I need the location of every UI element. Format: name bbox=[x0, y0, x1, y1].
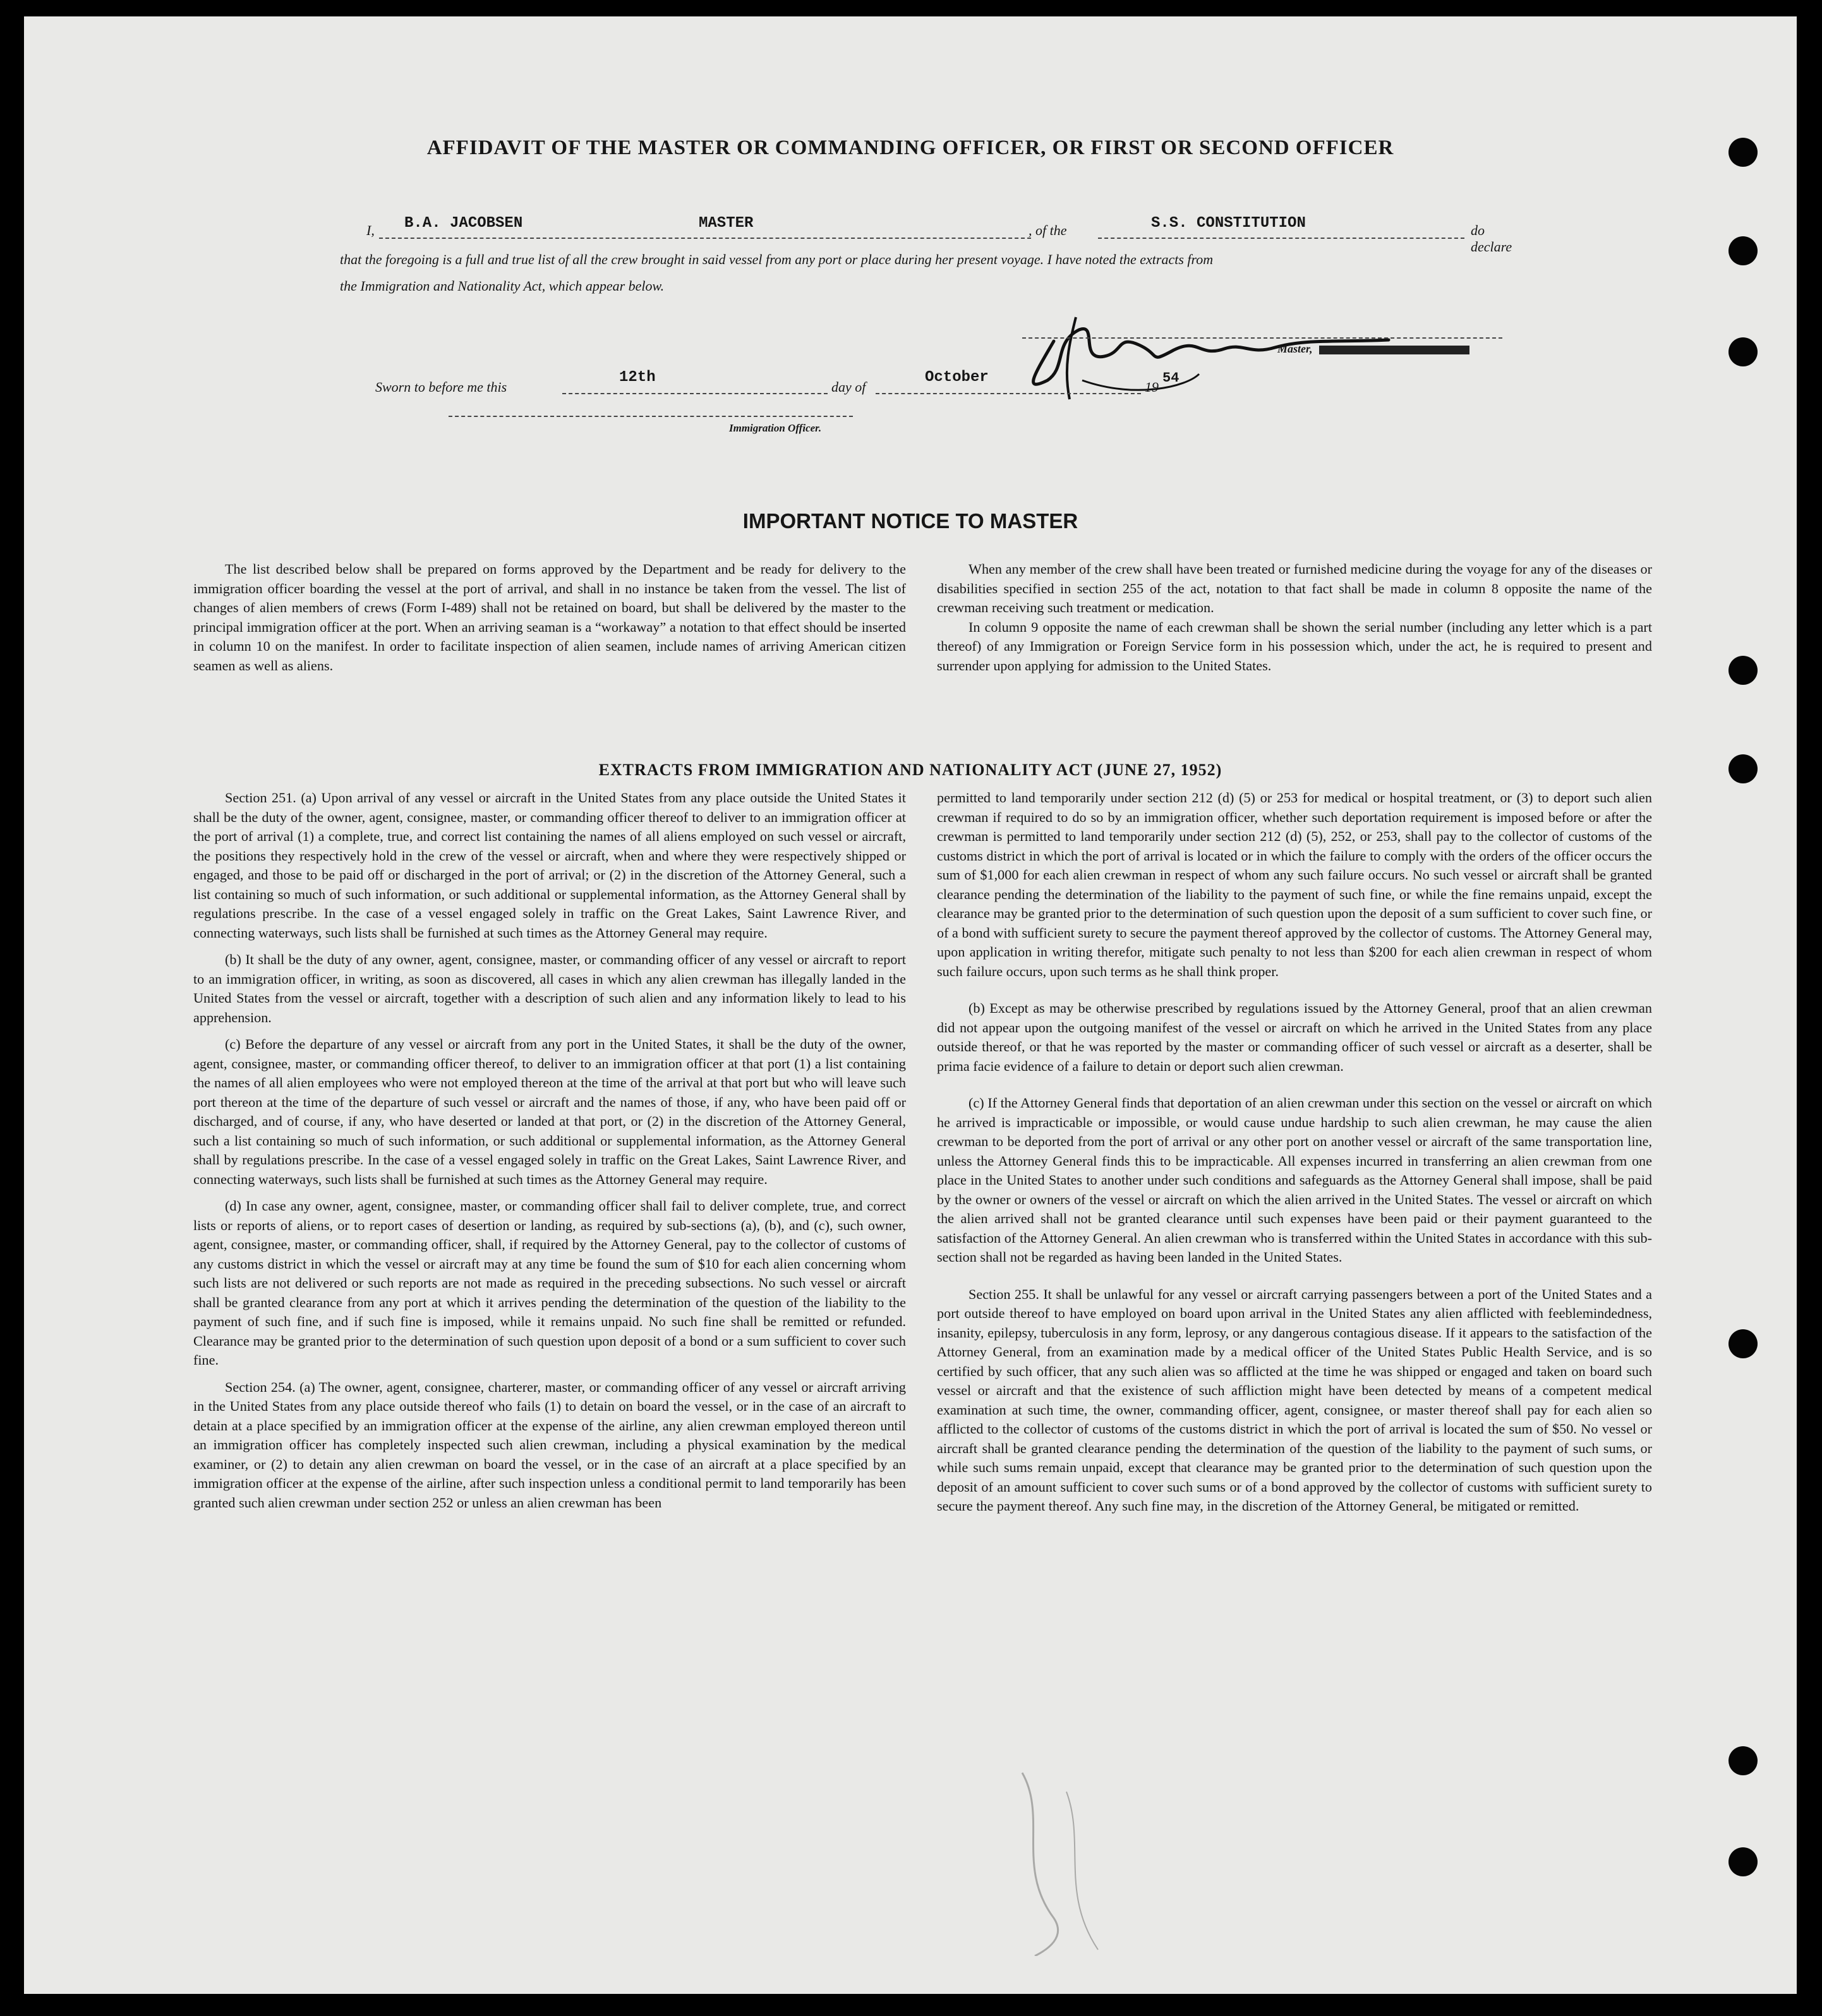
notice-paragraph: When any member of the crew shall have been treated or furnished medicine during the voyage for any of the diseases or disabilities specified in section 255 of the act, notation to that fact shall be made in column 8 opposite the name of the crewman receiving such treatment or medication. bbox=[937, 561, 1652, 615]
declaration-line-2: that the foregoing is a full and true list of all the crew brought in said vessel from any port or place during her present voyage. I have noted the extracts from bbox=[340, 251, 1214, 267]
master-name-field: B.A. JACOBSEN bbox=[404, 215, 523, 232]
declaration-line-1 bbox=[340, 215, 1528, 255]
do-declare-label: do declare bbox=[1471, 222, 1512, 255]
section-254b: (b) Except as may be otherwise prescribed by regulations issued by the Attorney General, proof that an alien crewman did not appear upon the outgoing manifest of the vessel or aircraft on which he arrived in the United States from any place outside thereof, or that he was reported by the master or commanding officer of such vessel or aircraft as a deserter, shall be prima facie evidence of a failure to detain or deport such alien crewman. bbox=[937, 1000, 1652, 1074]
section-254a: Section 254. (a) The owner, agent, consignee, charterer, master, or commanding officer of any vessel or aircraft arriving in the United States from any place outside thereof who fails (1) to detain on board the vessel, or in the case of an aircraft to detain at a place specified by an immigration officer at the expense of the airline, any alien crewman employed thereon until an immigration officer has completely inspected such alien crewman, including a physical examination by the medical examiner, or (2) to detain any alien crewman on board the vessel, or in the case of an aircraft at a place specified by an immigration officer at the expense of the airline, after such inspection unless a conditional permit to land temporarily has been granted such alien crewman under section 252 or unless an alien crewman has been bbox=[193, 1379, 906, 1511]
year-prefix: 19 bbox=[1145, 379, 1159, 395]
section-251d: (d) In case any owner, agent, consignee, master, or commanding officer shall fail to deliver complete, true, and correct lists or reports of aliens, or to report cases of desertion or landing, as required by sub-sections (a), (b), and (c), such owner, agent, consignee, master, or commanding officer, shall, if required by the Attorney General, pay to the collector of customs of any customs district in which the vessel or aircraft may at any time be found the sum of $10 for each alien concerning whom such lists are not delivered or such reports are not made as required in the preceding subsections. No such vessel or aircraft shall be granted clearance from any port at which it arrives pending the determination of the question of the liability to the payment of such fine, and if such fine is imposed, while it remains unpaid. No such fine shall be remitted or refunded. Clearance may be granted prior to the determination of such question upon deposit of a bond or a sum sufficient to cover such fine. bbox=[193, 1198, 906, 1368]
section-254c: (c) If the Attorney General finds that deportation of an alien crewman under this section on the vessel or aircraft on which he arrived is impracticable or impossible, or would cause undue hardship to such alien crewman, he may cause the alien crewman to be deported from the port of arrival or any other port on another vessel or aircraft of the same transportation line, unless the Attorney General finds this to be impracticable. All expenses incurred in transferring an alien crewman from one place in the United States to another under such conditions and safeguards as the Attorney General shall impose, shall be paid by the owner or owners of the vessel or aircraft on which the alien arrived in the United States. The vessel or aircraft on which the alien arrived shall not be granted clearance until such expenses have been paid or their payment guaranteed to the satisfaction of the Attorney General. An alien crewman who is transferred within the United States in accordance with this sub-section shall not be regarded as having been landed in the United States. bbox=[937, 1095, 1652, 1265]
section-254a-cont: permitted to land temporarily under section 212 (d) (5) or 253 for medical or hospital treatment, or (3) to deport such alien crewman if required to do so by an immigration officer, whether such deportation requirement is imposed before or after the crewman is permitted to land temporarily under section 212 (d) (5), 252, or 253, shall pay to the collector of customs of the customs district in which the port of arrival is located or in which the failure to comply with the orders of the officer occurs the sum of $1,000 for each alien crewman in respect of whom any such failure occurs. No such vessel or aircraft shall be granted clearance pending the determination of the liability to the payment of such fine, or while the fine remains unpaid, except the clearance may be granted prior to the determination of such question upon the deposit of a sum sufficient to cover such fine, or of a bond with sufficient surety to secure the payment thereof approved by the collector of customs. The Attorney General may, upon application in writing therefor, mitigate such penalty to not less than $200 for each alien crewman in respect of whom such failure occurs, upon such terms as he shall think proper. bbox=[937, 790, 1652, 979]
document-page bbox=[24, 16, 1797, 1994]
notice-left-column bbox=[193, 560, 906, 680]
rank-field: MASTER bbox=[699, 215, 754, 232]
section-255: Section 255. It shall be unlawful for any vessel or aircraft carrying passengers between a port of the United States and a port outside thereof to have employed on board upon arrival in the United States any alien afflicted with feeblemindedness, insanity, epilepsy, tuberculosis in any form, leprosy, or any dangerous contagious disease. If it appears to the satisfaction of the Attorney General, from an examination made by a medical officer of the United States Public Health Service, and is so certified by such officer, that any such alien was so afflicted at the time he was shipped or engaged and taken on board such vessel or aircraft and that the existence of such affliction might have been detected by means of a competent medical examination at such time, the owner, commanding officer, agent, consignee, or master thereof shall pay for each alien so afflicted to the collector of customs of the customs district in which the port of arrival is located the sum of $50. No vessel or aircraft shall be granted clearance pending the determination of the question of the liability to the payment of such sums, or while such sums remain unpaid, except that clearance may be granted prior to the determination of such question upon the deposit of an amount sufficient to cover such sums or of a bond approved by the collector of customs with sufficient surety to secure the payment thereof. Any such fine may, in the discretion of the Attorney General, be mitigated or remitted. bbox=[937, 1286, 1652, 1514]
officer-label: Immigration Officer. bbox=[729, 422, 822, 434]
day-field: 12th bbox=[619, 369, 656, 386]
section-251a: Section 251. (a) Upon arrival of any vessel or aircraft in the United States from any place outside the United States it shall be the duty of the owner, agent, consignee, master, or commanding officer thereof to deliver to an immigration officer at the port of arrival (1) a complete, true, and correct list containing the names of all aliens employed on such vessel or aircraft, the positions they respectively hold in the crew of the vessel or aircraft, when and where they were respectively shipped or engaged, and those to be paid off or discharged in the port of arrival; or (2) in the discretion of the Attorney General, such a list containing so much of such information, or such additional or supplemental information, as the Attorney General shall by regulations prescribe. In the case of a vessel engaged solely in traffic on the Great Lakes, Saint Lawrence River, and connecting waterways, such lists shall be furnished at such times as the Attorney General may require. bbox=[193, 790, 906, 941]
notice-paragraph: In column 9 opposite the name of each crewman shall be shown the serial number (including any letter which is a part thereof) of any Immigration or Foreign Service form in his possession which, under the act, he is required to present and surrender upon applying for admission to the United States. bbox=[937, 619, 1652, 673]
sworn-label: Sworn to before me this bbox=[375, 379, 507, 395]
affidavit-title: AFFIDAVIT OF THE MASTER OR COMMANDING OFFICER, OR FIRST OR SECOND OFFICER bbox=[426, 136, 1394, 159]
punch-hole bbox=[1728, 1746, 1758, 1775]
vessel-name-field: S.S. CONSTITUTION bbox=[1151, 215, 1306, 232]
year-field: 54 bbox=[1162, 370, 1179, 386]
bleed-through-marks bbox=[1010, 1766, 1136, 1956]
section-251c: (c) Before the departure of any vessel or aircraft from any port in the United States, it shall be the duty of the owner, agent, consignee, master, or commanding officer thereof, to deliver to an immigration officer at that port (1) a list containing the names of all alien employees who were not employed thereon at the time of the arrival at that port but who will leave such port thereon at the time of the departure of such vessel or aircraft and the names of those, if any, who have been paid off or discharged, and of course, if any, who have deserted or landed at that port, or (2) in the discretion of the Attorney General, such a list containing so much of such information, or such additional or supplemental information, as the Attorney General shall by regulations prescribe. In the case of a vessel engaged solely in traffic on the Great Lakes, Saint Lawrence River, and connecting waterways, such lists shall be furnished at such times as the Attorney General may require. bbox=[193, 1036, 906, 1187]
notice-title: IMPORTANT NOTICE TO MASTER bbox=[742, 509, 1078, 533]
i-label: I, bbox=[366, 222, 375, 238]
sworn-line bbox=[375, 363, 1197, 395]
punch-hole bbox=[1728, 236, 1758, 265]
notice-right-column bbox=[937, 560, 1652, 680]
master-label: Master, bbox=[1277, 342, 1469, 356]
punch-hole bbox=[1728, 1847, 1758, 1876]
punch-hole bbox=[1728, 1329, 1758, 1358]
month-field: October bbox=[925, 369, 989, 386]
day-of-label: day of bbox=[831, 379, 866, 395]
punch-hole bbox=[1728, 337, 1758, 366]
declaration-line-3: the Immigration and Nationality Act, which appear below. bbox=[340, 278, 665, 294]
extracts-right-column bbox=[937, 788, 1652, 1524]
extracts-title: EXTRACTS FROM IMMIGRATION AND NATIONALITY ACT (JUNE 27, 1952) bbox=[598, 761, 1222, 779]
punch-hole bbox=[1728, 656, 1758, 685]
section-251b: (b) It shall be the duty of any owner, agent, consignee, master, or commanding officer of any vessel or aircraft to report to an immigration officer, in writing, as soon as discovered, all cases in which any alien crewman has illegally landed in the United States from the vessel or aircraft, together with a description of such alien and any information likely to lead to his apprehension. bbox=[193, 951, 906, 1025]
notice-paragraph: The list described below shall be prepared on forms approved by the Department and be ready for delivery to the immigration officer boarding the vessel at the port of arrival, and shall in no instance be taken from the vessel. The list of changes of alien members of crews (Form I-489) shall not be retained on board, but shall be delivered by the master to the principal immigration officer at the port. When an arriving seaman is a “workaway” a notation to that effect should be inserted in column 10 on the manifest. In order to facilitate inspection of alien seamen, include names of arriving American citizen seamen as well as aliens. bbox=[193, 561, 906, 673]
of-the-label: , of the bbox=[1029, 222, 1067, 238]
extracts-left-column bbox=[193, 788, 906, 1520]
